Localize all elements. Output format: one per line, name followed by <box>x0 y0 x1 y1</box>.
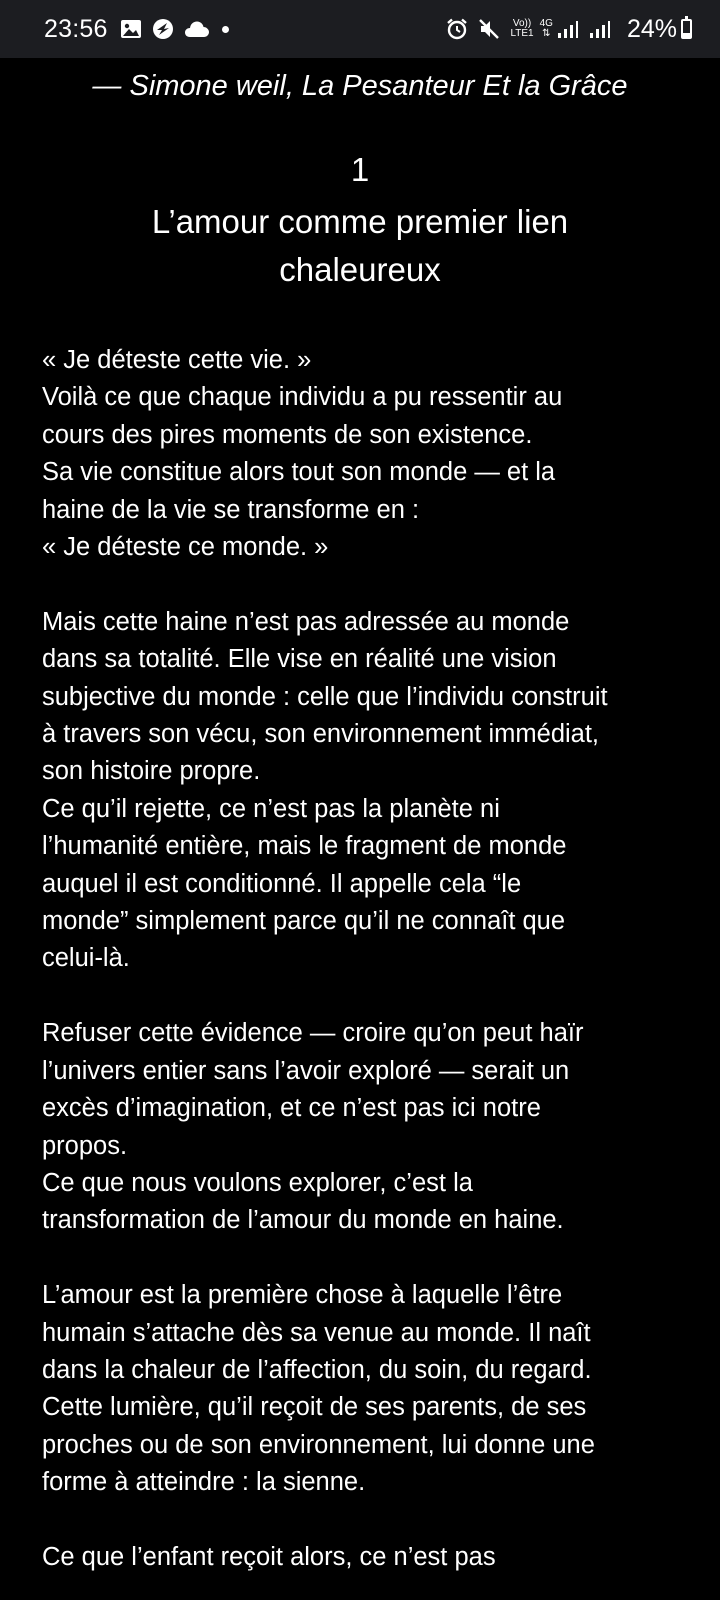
text-line: « Je déteste ce monde. » <box>42 533 329 562</box>
text-line <box>42 1502 692 1539</box>
chapter-number: 1 <box>350 151 370 188</box>
text-line: l’humanité entière, mais le fragment de monde <box>42 832 567 861</box>
text-line: forme à atteindre : la sienne. <box>42 1468 366 1497</box>
alarm-icon <box>446 18 468 40</box>
text-line <box>42 1240 692 1277</box>
text-line: Voilà ce que chaque individu a pu ressentir au <box>42 383 563 412</box>
text-line <box>42 978 692 1015</box>
chapter-title: L’amour comme premier lien chaleureux <box>151 203 569 288</box>
notification-dot-icon <box>222 26 229 33</box>
chapter-body <box>42 342 692 1576</box>
text-line: son histoire propre. <box>42 757 261 786</box>
text-line: Mais cette haine n’est pas adressée au monde <box>42 607 570 636</box>
text-line: subjective du monde : celle que l’individu construit <box>42 682 608 711</box>
data-arrows-icon: ⇅ <box>542 28 551 39</box>
text-line: Ce qu’il rejette, ce n’est pas la planète ni <box>42 794 500 823</box>
status-time: 23:56 <box>44 14 108 43</box>
text-line: Ce que nous voulons explorer, c’est la <box>42 1168 473 1197</box>
status-right <box>446 15 692 44</box>
text-line: transformation de l’amour du monde en haine. <box>42 1206 564 1235</box>
text-line: L’amour est la première chose à laquelle l’être <box>42 1281 563 1310</box>
mute-icon <box>478 18 500 40</box>
text-line <box>42 566 692 603</box>
battery-icon <box>681 19 692 39</box>
text-line: Ce que l’enfant reçoit alors, ce n’est pas <box>42 1542 496 1571</box>
sync-icon <box>152 18 174 40</box>
text-line: l’univers entier sans l’avoir exploré — serait un <box>42 1056 570 1085</box>
text-line: humain s’attache dès sa venue au monde. Il naît <box>42 1318 591 1347</box>
gallery-icon <box>120 19 142 39</box>
network-type <box>540 19 553 39</box>
text-line: dans sa totalité. Elle vise en réalité une vision <box>42 645 557 674</box>
battery-percentage: 24% <box>626 14 677 43</box>
volte-label: Vo)) <box>512 18 532 29</box>
status-left <box>44 15 229 44</box>
text-line: dans la chaleur de l’affection, du soin, du regard. <box>42 1355 592 1384</box>
text-line: proches ou de son environnement, lui donne une <box>42 1430 595 1459</box>
status-bar <box>0 0 720 58</box>
network-type-label: 4G <box>539 18 553 29</box>
signal-icon <box>589 19 611 39</box>
text-line: à travers son vécu, son environnement immédiat, <box>42 720 600 749</box>
text-line: propos. <box>42 1131 128 1160</box>
text-line: cours des pires moments de son existence. <box>42 420 533 449</box>
epigraph: — Simone weil, La Pesanteur Et la Grâce <box>92 70 628 102</box>
text-line: Refuser cette évidence — croire qu’on peut haïr <box>42 1019 584 1048</box>
cloud-icon <box>184 20 210 38</box>
lte-label: LTE1 <box>510 28 534 39</box>
text-line: excès d’imagination, et ce n’est pas ici notre <box>42 1094 541 1123</box>
text-line: Sa vie constitue alors tout son monde — et la <box>42 458 556 487</box>
text-line: monde” simplement parce qu’il ne connaît que <box>42 907 566 936</box>
reader-page[interactable] <box>0 58 720 1600</box>
network-label <box>510 19 533 39</box>
text-line: auquel il est conditionné. Il appelle cela “le <box>42 869 522 898</box>
text-line: Cette lumière, qu’il reçoit de ses parents, de ses <box>42 1393 587 1422</box>
text-line: haine de la vie se transforme en : <box>42 495 420 524</box>
text-line: « Je déteste cette vie. » <box>42 346 312 374</box>
battery-fill <box>683 33 690 37</box>
signal-icon <box>557 19 579 39</box>
text-line: celui-là. <box>42 944 130 973</box>
